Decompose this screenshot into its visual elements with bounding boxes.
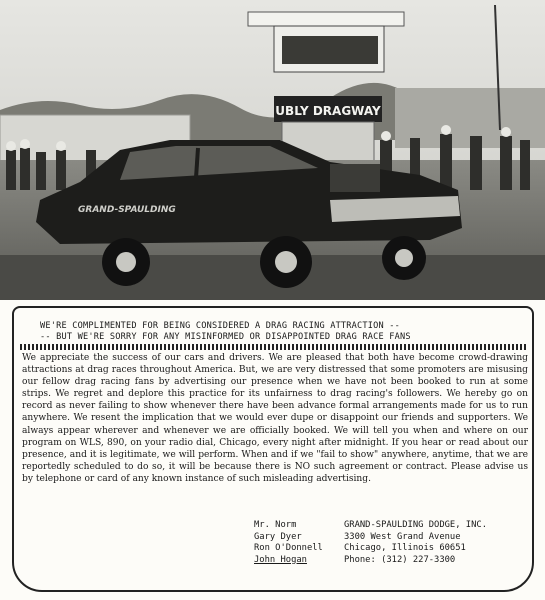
signer-name: Gary Dyer: [254, 531, 302, 542]
signer-name: Ron O'Donnell: [254, 543, 323, 553]
street-address: 3300 West Grand Avenue: [344, 531, 461, 542]
phone-number: Phone: (312) 227-3300: [344, 554, 456, 565]
signer-name: Mr. Norm: [254, 520, 297, 530]
tower-sign: UBLY DRAGWAY: [275, 104, 381, 118]
signer-name: John Hogan: [254, 554, 307, 565]
dashed-rule: [20, 344, 526, 350]
city-address: Chicago, Illinois 60651: [344, 543, 466, 553]
notice-body: We appreciate the success of our cars and drivers. We are pleased that both have become crowd-drawing attractions at drag races throughout America. But, we are very distressed that some promoters are misusing our fellow drag racing fans by advertising our presence when we have not been booked to run at some strips. We regret and deplore this practice for its unfairness to drag racing's followers. We hereby go on record as never failing to show whenever there have been advance formal arrangements made for us to run anywhere. We resent the implication that we would ever dupe or disappoint our friends and supporters. We always appear wherever and whenever we are officially booked. We will tell you when and where on our program on WLS, 890, on your radio dial, Chicago, every night after midnight. If you hear or read about our presence, and it is legitimate, we will perform. When and if we "fail to show" anywhere, anytime, that we are reportedly scheduled to do so, it will be because there is NO such agreement or contract. Please advise us by telephone or card of any known instance of such misleading advertising.: [22, 353, 528, 484]
headline-line-2: -- BUT WE'RE SORRY FOR ANY MISINFORMED OR DISAPPOINTED DRAG RACE FANS: [40, 332, 411, 342]
signature-block: [254, 520, 494, 566]
headline-line-1: WE'RE COMPLIMENTED FOR BEING CONSIDERED A DRAG RACING ATTRACTION --: [40, 321, 401, 331]
car-lettering: GRAND-SPAULDING: [78, 205, 176, 215]
notice-document: [12, 306, 534, 592]
company-name: GRAND-SPAULDING DODGE, INC.: [344, 520, 487, 530]
